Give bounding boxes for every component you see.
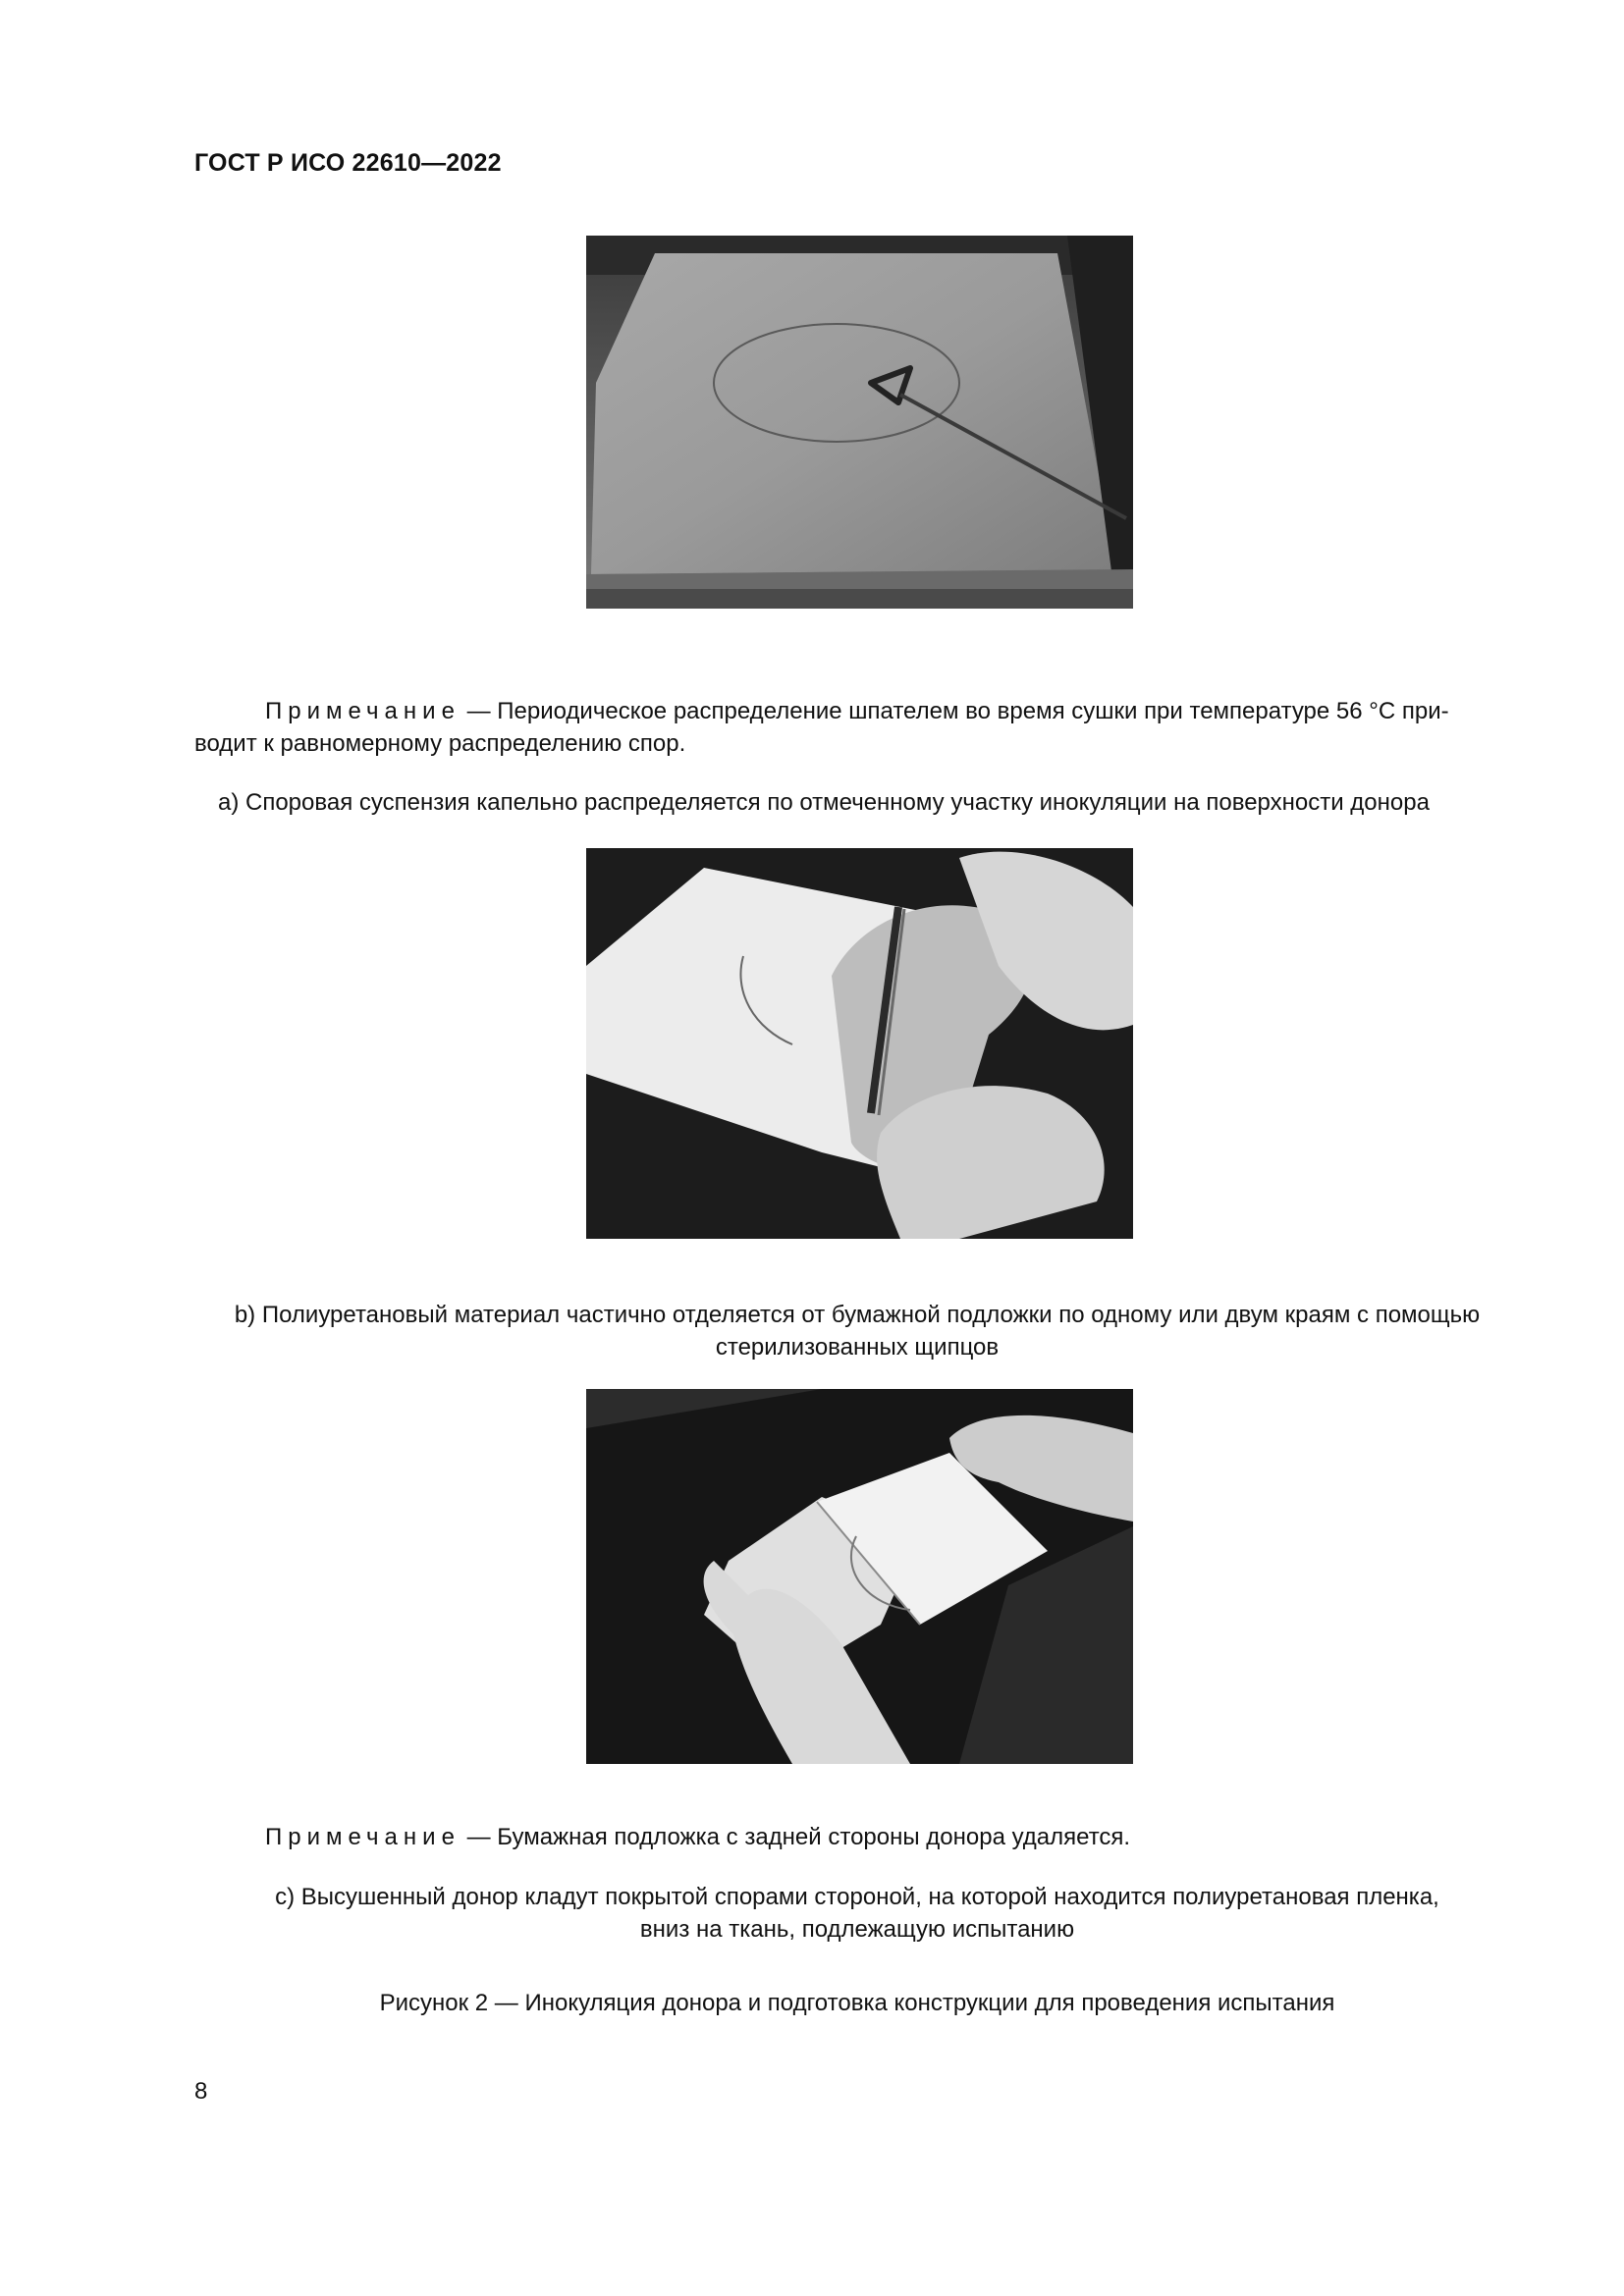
caption-a: a) Споровая суспензия капельно распределяется по отмеченному участку инокуляции на поверхности донора: [218, 789, 1430, 816]
note-1-continuation: водит к равномерному распределению спор.: [194, 730, 686, 757]
note-2-text: — Бумажная подложка с задней стороны донора удаляется.: [460, 1824, 1131, 1850]
note-2-label: Примечание: [265, 1824, 460, 1850]
paper-backing-removal-photo: [586, 1389, 1133, 1764]
forceps-separation-photo: [586, 848, 1133, 1239]
figure-title: Рисунок 2 — Инокуляция донора и подготовка конструкции для проведения испытания: [379, 1990, 1335, 2016]
caption-b-line-2: стерилизованных щипцов: [715, 1334, 1000, 1361]
note-1-label: Примечание: [265, 698, 460, 724]
page-number: 8: [194, 2078, 208, 2105]
note-1: [265, 695, 1512, 727]
note-2: [265, 1821, 1512, 1853]
caption-c-line-1: с) Высушенный донор кладут покрытой спорами стороной, на которой находится полиуретановая пленка,: [275, 1884, 1439, 1910]
caption-c-line-2: вниз на ткань, подлежащую испытанию: [639, 1916, 1075, 1943]
caption-b-line-1: b) Полиуретановый материал частично отделяется от бумажной подложки по одному или двум краям с помощью: [234, 1302, 1481, 1328]
document-header: ГОСТ Р ИСО 22610—2022: [194, 149, 502, 177]
note-1-text: — Периодическое распределение шпателем во время сушки при температуре 56 °С при-: [460, 698, 1449, 724]
spreader-on-donor-photo: [586, 236, 1133, 609]
